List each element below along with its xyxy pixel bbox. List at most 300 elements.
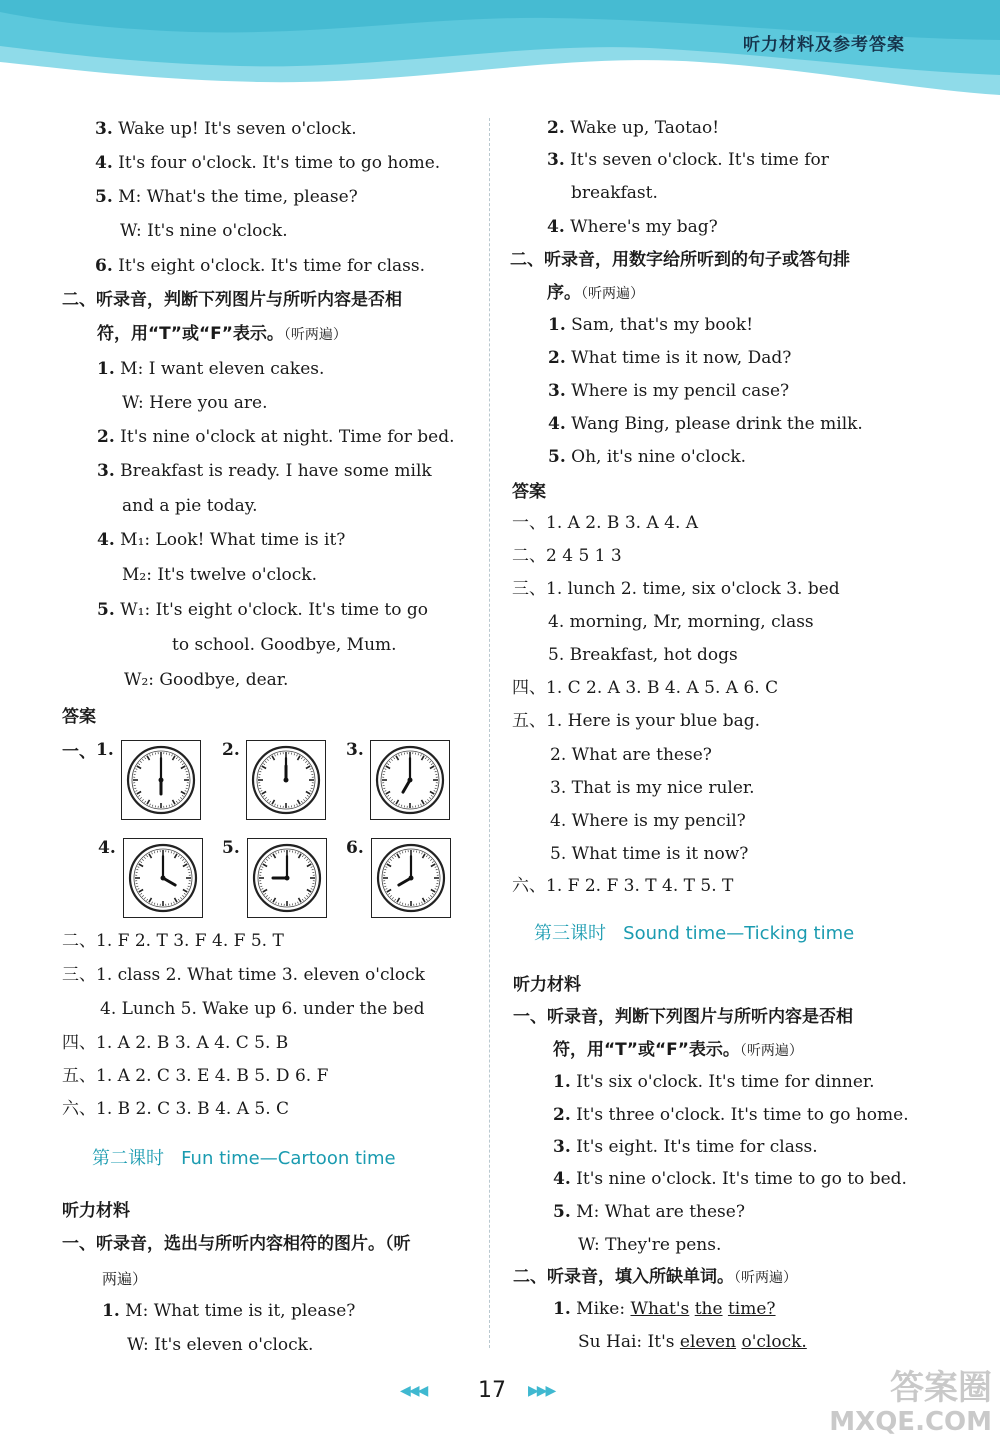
watermark-logo: 答案圈 MXQE.COM [829, 1368, 992, 1437]
clock-tick [272, 756, 275, 760]
clock-tick [434, 769, 436, 770]
section-heading: 两遍） [102, 1270, 148, 1288]
answer-row: 二、2 4 5 1 3 [512, 546, 622, 566]
clock-tick [430, 895, 431, 896]
clock-tick [180, 857, 181, 858]
clock-tick [429, 761, 430, 762]
list-item: 1. M: What time is it, please? [102, 1301, 356, 1321]
clock-tick [171, 851, 172, 853]
clock-tick [188, 886, 190, 887]
clock-tick [182, 795, 184, 796]
answer-row: 五、1. Here is your blue bag. [512, 711, 761, 731]
clock-tick [263, 864, 267, 867]
clock-tick [389, 761, 390, 762]
clock-tick [147, 855, 148, 857]
clock-tick [154, 903, 155, 905]
clock-tick [260, 769, 262, 770]
clock-icon [248, 839, 326, 917]
clock-tick [295, 851, 296, 853]
clock-tick [140, 893, 142, 894]
list-item: 3. It's seven o'clock. It's time for [547, 150, 829, 170]
clock-tick [303, 799, 304, 800]
section-heading: 一、听录音，判断下列图片与所听内容是否相 [513, 1007, 853, 1027]
clock-tick [145, 801, 146, 803]
clock-tick [295, 903, 296, 905]
clock-tick [396, 756, 399, 760]
clock-tick [429, 797, 430, 798]
clock-tick [436, 886, 438, 887]
clock-tick [302, 855, 303, 857]
clock-center [285, 876, 290, 881]
column-divider [489, 118, 490, 1348]
clock-tick [394, 801, 395, 803]
list-item: W₂: Goodbye, dear. [124, 670, 289, 690]
clock-tick [401, 753, 402, 755]
clock-tick [311, 889, 313, 890]
answers-label: 答案 [62, 707, 96, 727]
clock-tick [303, 759, 304, 760]
clock-tick [310, 769, 312, 770]
clock-tick [267, 759, 268, 760]
list-item: 5. M: What's the time, please? [95, 187, 358, 207]
clock-tick [418, 753, 419, 755]
clock-tick [427, 799, 428, 800]
clock-tick [418, 805, 419, 807]
clock-answer [123, 838, 203, 918]
clock-tick [401, 805, 402, 807]
list-item: M₂: It's twelve o'clock. [122, 565, 317, 585]
clock-tick [262, 766, 266, 769]
clock-tick [383, 771, 385, 772]
clock-tick [178, 759, 179, 760]
clock-tick [399, 754, 400, 756]
clock-tick [270, 801, 271, 803]
answer-row: 一、1. A 2. B 3. A 4. A [512, 513, 699, 533]
clock-tick [260, 886, 262, 887]
clock-tick [182, 895, 183, 896]
clock-tick [297, 754, 298, 756]
section-heading: 二、听录音，用数字给所听到的句子或答句排 [510, 250, 850, 270]
list-item: 2. It's three o'clock. It's time to go home. [553, 1105, 909, 1125]
clock-tick [138, 795, 140, 796]
clock-tick [384, 791, 386, 792]
lesson-heading: 第二课时 Fun time—Cartoon time [92, 1148, 396, 1169]
clock-tick [402, 903, 403, 905]
clock-number: 5. [222, 838, 240, 858]
clock-tick [180, 761, 181, 762]
clock-tick [307, 864, 311, 867]
clock-tick [397, 854, 400, 858]
clock-number: 3. [346, 740, 364, 760]
clock-tick [187, 889, 189, 890]
clock-tick [261, 889, 263, 890]
clock-tick [298, 800, 301, 804]
clock-tick [422, 800, 425, 804]
clock-tick [301, 757, 302, 759]
list-item: W: It's eleven o'clock. [127, 1335, 314, 1355]
clock-tick [389, 797, 390, 798]
section-heading: 二、听录音，判断下列图片与所听内容是否相 [62, 290, 402, 310]
clock-tick [262, 792, 266, 795]
clock-tick [152, 852, 153, 854]
clock-tick [426, 855, 427, 857]
clock-tick [178, 855, 179, 857]
clock-tick [430, 766, 434, 769]
clock-tick [419, 903, 420, 905]
clock-answer [121, 740, 201, 820]
clock-tick [435, 788, 437, 789]
list-item: 4. It's four o'clock. It's time to go home. [95, 153, 441, 173]
clock-tick [276, 902, 277, 904]
clock-tick [178, 899, 179, 901]
answer-row: 四、1. C 2. A 3. B 4. A 5. A 6. C [512, 678, 779, 698]
clock-tick [427, 759, 428, 760]
clock-answer [371, 838, 451, 918]
answer-row: 5. Breakfast, hot dogs [548, 645, 738, 665]
lesson-heading: 第三课时 Sound time—Ticking time [534, 923, 855, 944]
clock-tick [385, 889, 387, 890]
clock-tick [387, 890, 391, 893]
clock-tick [152, 805, 153, 807]
clock-tick [434, 791, 436, 792]
clock-tick [419, 851, 420, 853]
clock-icon [124, 839, 202, 917]
clock-tick [266, 895, 267, 896]
clock-tick [180, 797, 181, 798]
clock-tick [140, 797, 141, 798]
list-item: W: They're pens. [578, 1235, 722, 1255]
clock-number: 6. [346, 838, 364, 858]
clock-tick [182, 859, 183, 860]
clock-tick [142, 859, 143, 860]
clock-center [408, 778, 413, 783]
clock-tick [273, 898, 276, 902]
list-item: 3. Breakfast is ready. I have some milk [97, 461, 432, 481]
clock-tick [430, 792, 434, 795]
clock-tick [154, 851, 155, 853]
clock-tick [312, 886, 314, 887]
clock-tick [400, 902, 401, 904]
clock-tick [294, 805, 295, 807]
answer-row: 二、1. F 2. T 3. F 4. F 5. T [62, 931, 284, 951]
clock-tick [425, 757, 426, 759]
clock-tick [271, 855, 272, 857]
clock-tick [178, 799, 179, 800]
clock-tick [152, 902, 153, 904]
list-item: 4. Wang Bing, please drink the milk. [548, 414, 863, 434]
clock-tick [436, 869, 438, 870]
list-item: 3. Where is my pencil case? [548, 381, 790, 401]
clock-tick [172, 754, 173, 756]
clock-tick [187, 867, 189, 868]
clock-tick [260, 791, 262, 792]
clock-tick [145, 757, 146, 759]
section-heading: 符，用“T”或“F”表示。（听两遍） [97, 324, 347, 344]
list-item: 6. It's eight o'clock. It's time for class. [95, 256, 426, 276]
clock-center [161, 876, 166, 881]
list-item: 5. M: What are these? [553, 1202, 745, 1222]
prev-arrows-icon: ◀◀◀ [400, 1383, 427, 1399]
clock-tick [278, 851, 279, 853]
clock-tick [431, 864, 435, 867]
clock-tick [149, 898, 152, 902]
clock-tick [135, 769, 137, 770]
listening-label: 听力材料 [513, 975, 581, 995]
clock-tick [390, 859, 391, 860]
clock-tick [147, 899, 148, 901]
clock-tick [176, 757, 177, 759]
clock-tick [185, 769, 187, 770]
section-heading: 二、听录音，填入所缺单词。（听两遍） [513, 1267, 797, 1287]
clock-tick [431, 795, 433, 796]
clock-tick [174, 902, 175, 904]
list-item: 1. It's six o'clock. It's time for dinner. [553, 1072, 875, 1092]
clock-tick [435, 771, 437, 772]
list-item: 4. It's nine o'clock. It's time to go to bed. [553, 1169, 907, 1189]
clock-tick [139, 864, 143, 867]
fill-in-question: 1. Mike: What's the time? [553, 1299, 776, 1319]
clock-tick [294, 753, 295, 755]
clock-tick [428, 857, 429, 858]
clock-tick [169, 805, 170, 807]
clock-tick [388, 862, 390, 863]
clock-tick [299, 854, 302, 858]
clock-tick [174, 852, 175, 854]
clock-tick [173, 756, 176, 760]
clock-tick [275, 804, 276, 806]
listening-label: 听力材料 [62, 1201, 130, 1221]
clock-tick [186, 771, 188, 772]
clock-tick [135, 791, 137, 792]
clock-tick [421, 804, 422, 806]
clock-tick [392, 897, 393, 898]
answer-row: 四、1. A 2. B 3. A 4. C 5. B [62, 1033, 289, 1053]
clock-tick [264, 862, 266, 863]
clock-tick [311, 788, 313, 789]
clock-tick [430, 859, 431, 860]
clock-tick [184, 893, 186, 894]
clock-tick [263, 890, 267, 893]
clock-tick [263, 764, 265, 765]
clock-tick [396, 800, 399, 804]
clock-tick [395, 899, 396, 901]
clock-tick [134, 771, 136, 772]
clock-tick [142, 759, 143, 760]
list-item: 5. Oh, it's nine o'clock. [548, 447, 747, 467]
clock-tick [275, 754, 276, 756]
clock-number: 4. [98, 838, 116, 858]
clock-tick [137, 867, 139, 868]
clock-tick [297, 804, 298, 806]
clock-tick [142, 895, 143, 896]
clock-tick [425, 801, 426, 803]
clock-answer [247, 838, 327, 918]
clock-tick [176, 801, 177, 803]
list-item: 1. M: I want eleven cakes. [97, 359, 325, 379]
clock-tick [139, 890, 143, 893]
answers-label: 答案 [512, 482, 546, 502]
answer-row: 六、1. F 2. F 3. T 4. T 5. T [512, 876, 734, 896]
clock-tick [277, 753, 278, 755]
clock-tick [422, 852, 423, 854]
header-band [0, 0, 1000, 110]
clock-tick [400, 852, 401, 854]
clock-tick [183, 864, 187, 867]
clock-tick [144, 857, 145, 858]
clock-tick [428, 897, 429, 898]
clock-tick [278, 903, 279, 905]
clock-tick [152, 753, 153, 755]
clock-tick [136, 886, 138, 887]
clock-tick [391, 799, 392, 800]
clock-tick [188, 869, 190, 870]
clock-tick [172, 804, 173, 806]
list-item: W: Here you are. [122, 393, 268, 413]
list-item: 2. Wake up, Taotao! [547, 118, 720, 138]
section-heading: 序。（听两遍） [547, 283, 644, 303]
clock-tick [307, 764, 309, 765]
clock-tick [186, 788, 188, 789]
clock-tick [421, 754, 422, 756]
clock-tick [264, 893, 266, 894]
answer-row: 六、1. B 2. C 3. B 4. A 5. C [62, 1099, 290, 1119]
clock-tick [304, 897, 305, 898]
clock-tick [305, 797, 306, 798]
clock-tick [134, 788, 136, 789]
clock-tick [390, 895, 391, 896]
clock-tick [142, 799, 143, 800]
clock-tick [136, 869, 138, 870]
clock-tick [173, 800, 176, 804]
header-wave [0, 0, 1000, 110]
section-heading: 符，用“T”或“F”表示。（听两遍） [553, 1040, 803, 1060]
clock-tick [306, 792, 310, 795]
clock-tick [384, 886, 386, 887]
list-item: 5. W₁: It's eight o'clock. It's time to go [97, 600, 429, 620]
clock-tick [311, 771, 313, 772]
list-item: W: It's nine o'clock. [120, 221, 288, 241]
clock-center [159, 778, 164, 783]
clock-tick [301, 801, 302, 803]
clock-tick [265, 761, 266, 762]
answer-row: 五、1. A 2. C 3. E 4. B 5. D 6. F [62, 1066, 329, 1086]
clock-tick [260, 869, 262, 870]
answer-row: 4. Lunch 5. Wake up 6. under the bed [100, 999, 425, 1019]
list-item: to school. Goodbye, Mum. [172, 635, 397, 655]
clock-tick [171, 903, 172, 905]
fill-in-answer: Su Hai: It's eleven o'clock. [578, 1332, 807, 1352]
list-item: breakfast. [571, 183, 658, 203]
list-item: and a pie today. [122, 496, 258, 516]
clock-tick [312, 869, 314, 870]
clock-tick [431, 764, 433, 765]
clock-tick [144, 897, 145, 898]
clock-tick [384, 869, 386, 870]
clock-tick [272, 800, 275, 804]
clock-tick [147, 800, 150, 804]
clock-tick [395, 855, 396, 857]
clock-tick [150, 804, 151, 806]
answer-row: 4. morning, Mr, morning, class [548, 612, 814, 632]
answer-row: 2. What are these? [550, 745, 712, 765]
clock-icon [122, 741, 200, 819]
clock-tick [423, 898, 426, 902]
clock-center [284, 778, 289, 783]
list-item: 2. What time is it now, Dad? [548, 348, 792, 368]
clock-tick [276, 852, 277, 854]
clock-tick [149, 854, 152, 858]
clock-tick [311, 867, 313, 868]
list-item: 2. It's nine o'clock at night. Time for bed. [97, 427, 455, 447]
list-item: 4. Where's my bag? [547, 217, 718, 237]
clock-tick [175, 854, 178, 858]
clock-tick [305, 761, 306, 762]
clock-tick [266, 859, 267, 860]
clock-tick [310, 791, 312, 792]
clock-tick [306, 859, 307, 860]
clock-tick [384, 769, 386, 770]
clock-tick [298, 756, 301, 760]
page-number: 17 [478, 1378, 506, 1403]
answer-row: 三、1. class 2. What time 3. eleven o'clock [62, 965, 425, 985]
clock-tick [137, 792, 141, 795]
clock-tick [386, 792, 390, 795]
clock-tick [307, 795, 309, 796]
section-heading: 一、听录音，选出与所听内容相符的图片。（听 [62, 1234, 411, 1254]
clock-tick [259, 788, 261, 789]
clock-tick [268, 857, 269, 858]
clock-tick [183, 890, 187, 893]
clock-icon [371, 741, 449, 819]
clock-tick [304, 857, 305, 858]
list-item: 1. Sam, that's my book! [548, 315, 754, 335]
clock-tick [182, 764, 184, 765]
clock-icon [247, 741, 325, 819]
clock-tick [268, 897, 269, 898]
clock-tick [394, 757, 395, 759]
clock-tick [299, 898, 302, 902]
clock-tick [385, 867, 387, 868]
clock-tick [185, 791, 187, 792]
clock-tick [388, 893, 390, 894]
clock-tick [273, 854, 276, 858]
next-arrows-icon: ▶▶▶ [528, 1383, 555, 1399]
clock-tick [391, 759, 392, 760]
clock-tick [431, 890, 435, 893]
clock-tick [387, 795, 389, 796]
clock-tick [383, 788, 385, 789]
answer-row: 3. That is my nice ruler. [550, 778, 755, 798]
clock-tick [308, 893, 310, 894]
clock-tick [387, 764, 389, 765]
answer-row: 4. Where is my pencil? [550, 811, 746, 831]
clock-tick [386, 766, 390, 769]
clock-tick [423, 854, 426, 858]
answer-row: 三、1. lunch 2. time, six o'clock 3. bed [512, 579, 840, 599]
clock-tick [426, 899, 427, 901]
clock-tick [402, 851, 403, 853]
clock-tick [306, 766, 310, 769]
clock-tick [267, 799, 268, 800]
clock-tick [422, 902, 423, 904]
list-item: 3. Wake up! It's seven o'clock. [95, 119, 357, 139]
answer-row: 5. What time is it now? [550, 844, 749, 864]
clock-tick [399, 804, 400, 806]
clock-tick [184, 862, 186, 863]
clock-tick [150, 754, 151, 756]
clock-tick [138, 764, 140, 765]
clock-tick [432, 862, 434, 863]
